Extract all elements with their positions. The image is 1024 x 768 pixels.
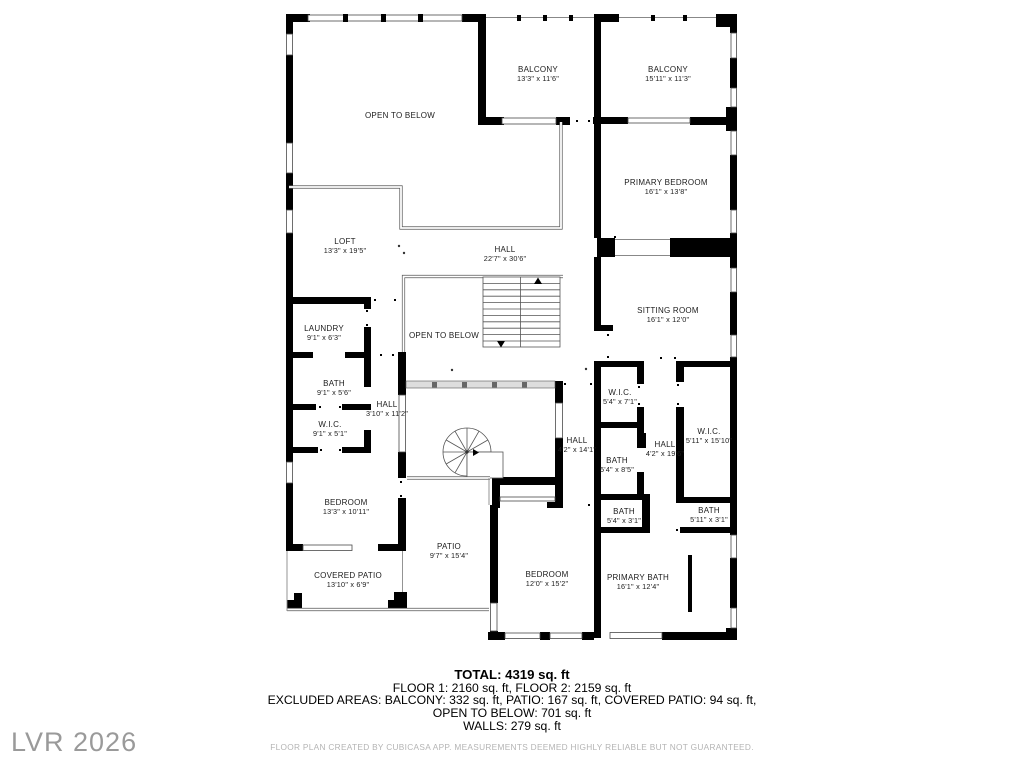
room-label-bedroom-center: BEDROOM xyxy=(525,570,569,579)
room-dims-balcony-1: 13'3" x 11'6" xyxy=(516,74,560,83)
area-summary xyxy=(0,668,1024,733)
room-dims-hall-center: 4'2" x 14'1" xyxy=(557,445,597,454)
total-area: TOTAL: 4319 sq. ft xyxy=(454,667,570,682)
room-label-primary-bedroom: PRIMARY BEDROOM xyxy=(624,178,708,187)
excluded-areas: EXCLUDED AREAS: BALCONY: 332 sq. ft, PATIO: 167 sq. ft, COVERED PATIO: 94 sq. ft, xyxy=(267,693,757,708)
room-label-wic-large: W.I.C. xyxy=(697,427,721,436)
room-dims-bedroom-center: 12'0" x 15'2" xyxy=(525,579,569,588)
room-dims-laundry: 9'1" x 6'3" xyxy=(306,333,342,342)
room-label-bath-small-right: BATH xyxy=(698,506,720,515)
watermark: LVR 2026 xyxy=(11,727,138,757)
room-label-balcony-2: BALCONY xyxy=(648,65,688,74)
room-label-wic-small: W.I.C. xyxy=(608,388,632,397)
room-dims-wic-left: 9'1" x 5'1" xyxy=(312,429,348,438)
room-dims-bath-small-right: 5'11" x 3'1" xyxy=(690,515,728,524)
room-dims-wic-small: 5'4" x 7'1" xyxy=(602,397,638,406)
room-dims-bath-small-left: 5'4" x 3'1" xyxy=(606,516,642,525)
room-label-open-to-below-main: OPEN TO BELOW xyxy=(364,111,436,120)
room-label-covered-patio: COVERED PATIO xyxy=(314,571,382,580)
room-dims-bedroom-left: 13'3" x 10'11" xyxy=(322,507,370,516)
room-dims-loft: 13'3" x 19'5" xyxy=(323,246,367,255)
room-label-balcony-1: BALCONY xyxy=(518,65,558,74)
room-dims-bath-mid: 5'4" x 8'5" xyxy=(599,465,635,474)
room-label-loft: LOFT xyxy=(334,237,356,246)
open-to-below-railing xyxy=(289,122,670,256)
room-dims-bath-left: 9'1" x 5'6" xyxy=(316,388,352,397)
spiral-staircase xyxy=(443,428,503,478)
room-dims-hall-main: 22'7" x 30'6" xyxy=(483,254,527,263)
room-dims-wic-large: 5'11" x 15'10" xyxy=(685,436,733,445)
room-dims-hall-left: 3'10" x 11'2" xyxy=(365,409,409,418)
room-label-wic-left: W.I.C. xyxy=(318,420,342,429)
room-dims-hall-east: 4'2" x 19'6" xyxy=(645,449,685,458)
room-label-open-to-below-stair: OPEN TO BELOW xyxy=(408,331,480,340)
room-label-hall-main: HALL xyxy=(494,245,516,254)
room-label-bedroom-left: BEDROOM xyxy=(324,498,368,507)
room-label-patio: PATIO xyxy=(436,542,462,551)
room-label-sitting-room: SITTING ROOM xyxy=(637,306,699,315)
room-label-bath-mid: BATH xyxy=(606,456,628,465)
open-to-below-area: OPEN TO BELOW: 701 sq. ft xyxy=(432,706,592,721)
room-dims-primary-bedroom: 16'1" x 13'8" xyxy=(644,187,688,196)
room-label-laundry: LAUNDRY xyxy=(304,324,344,333)
room-dims-balcony-2: 15'11" x 11'3" xyxy=(645,74,691,83)
room-label-primary-bath: PRIMARY BATH xyxy=(606,573,670,582)
room-dims-patio: 9'7" x 15'4" xyxy=(429,551,469,560)
room-label-bath-small-left: BATH xyxy=(613,507,635,516)
walls-area: WALLS: 279 sq. ft xyxy=(463,718,561,733)
room-label-hall-center: HALL xyxy=(566,436,588,445)
room-label-hall-left: HALL xyxy=(376,400,398,409)
room-label-hall-east: HALL xyxy=(654,440,676,449)
room-dims-sitting-room: 16'1" x 12'0" xyxy=(646,315,690,324)
room-label-bath-left: BATH xyxy=(323,379,345,388)
floor-areas: FLOOR 1: 2160 sq. ft, FLOOR 2: 2159 sq. ft xyxy=(392,680,632,695)
room-dims-primary-bath: 16'1" x 12'4" xyxy=(616,582,660,591)
staircase xyxy=(483,277,560,347)
disclaimer-text: FLOOR PLAN CREATED BY CUBICASA APP. MEASUREMENTS DEEMED HIGHLY RELIABLE BUT NOT GUARANTEED. xyxy=(270,742,754,752)
room-dims-covered-patio: 13'10" x 6'9" xyxy=(326,580,370,589)
